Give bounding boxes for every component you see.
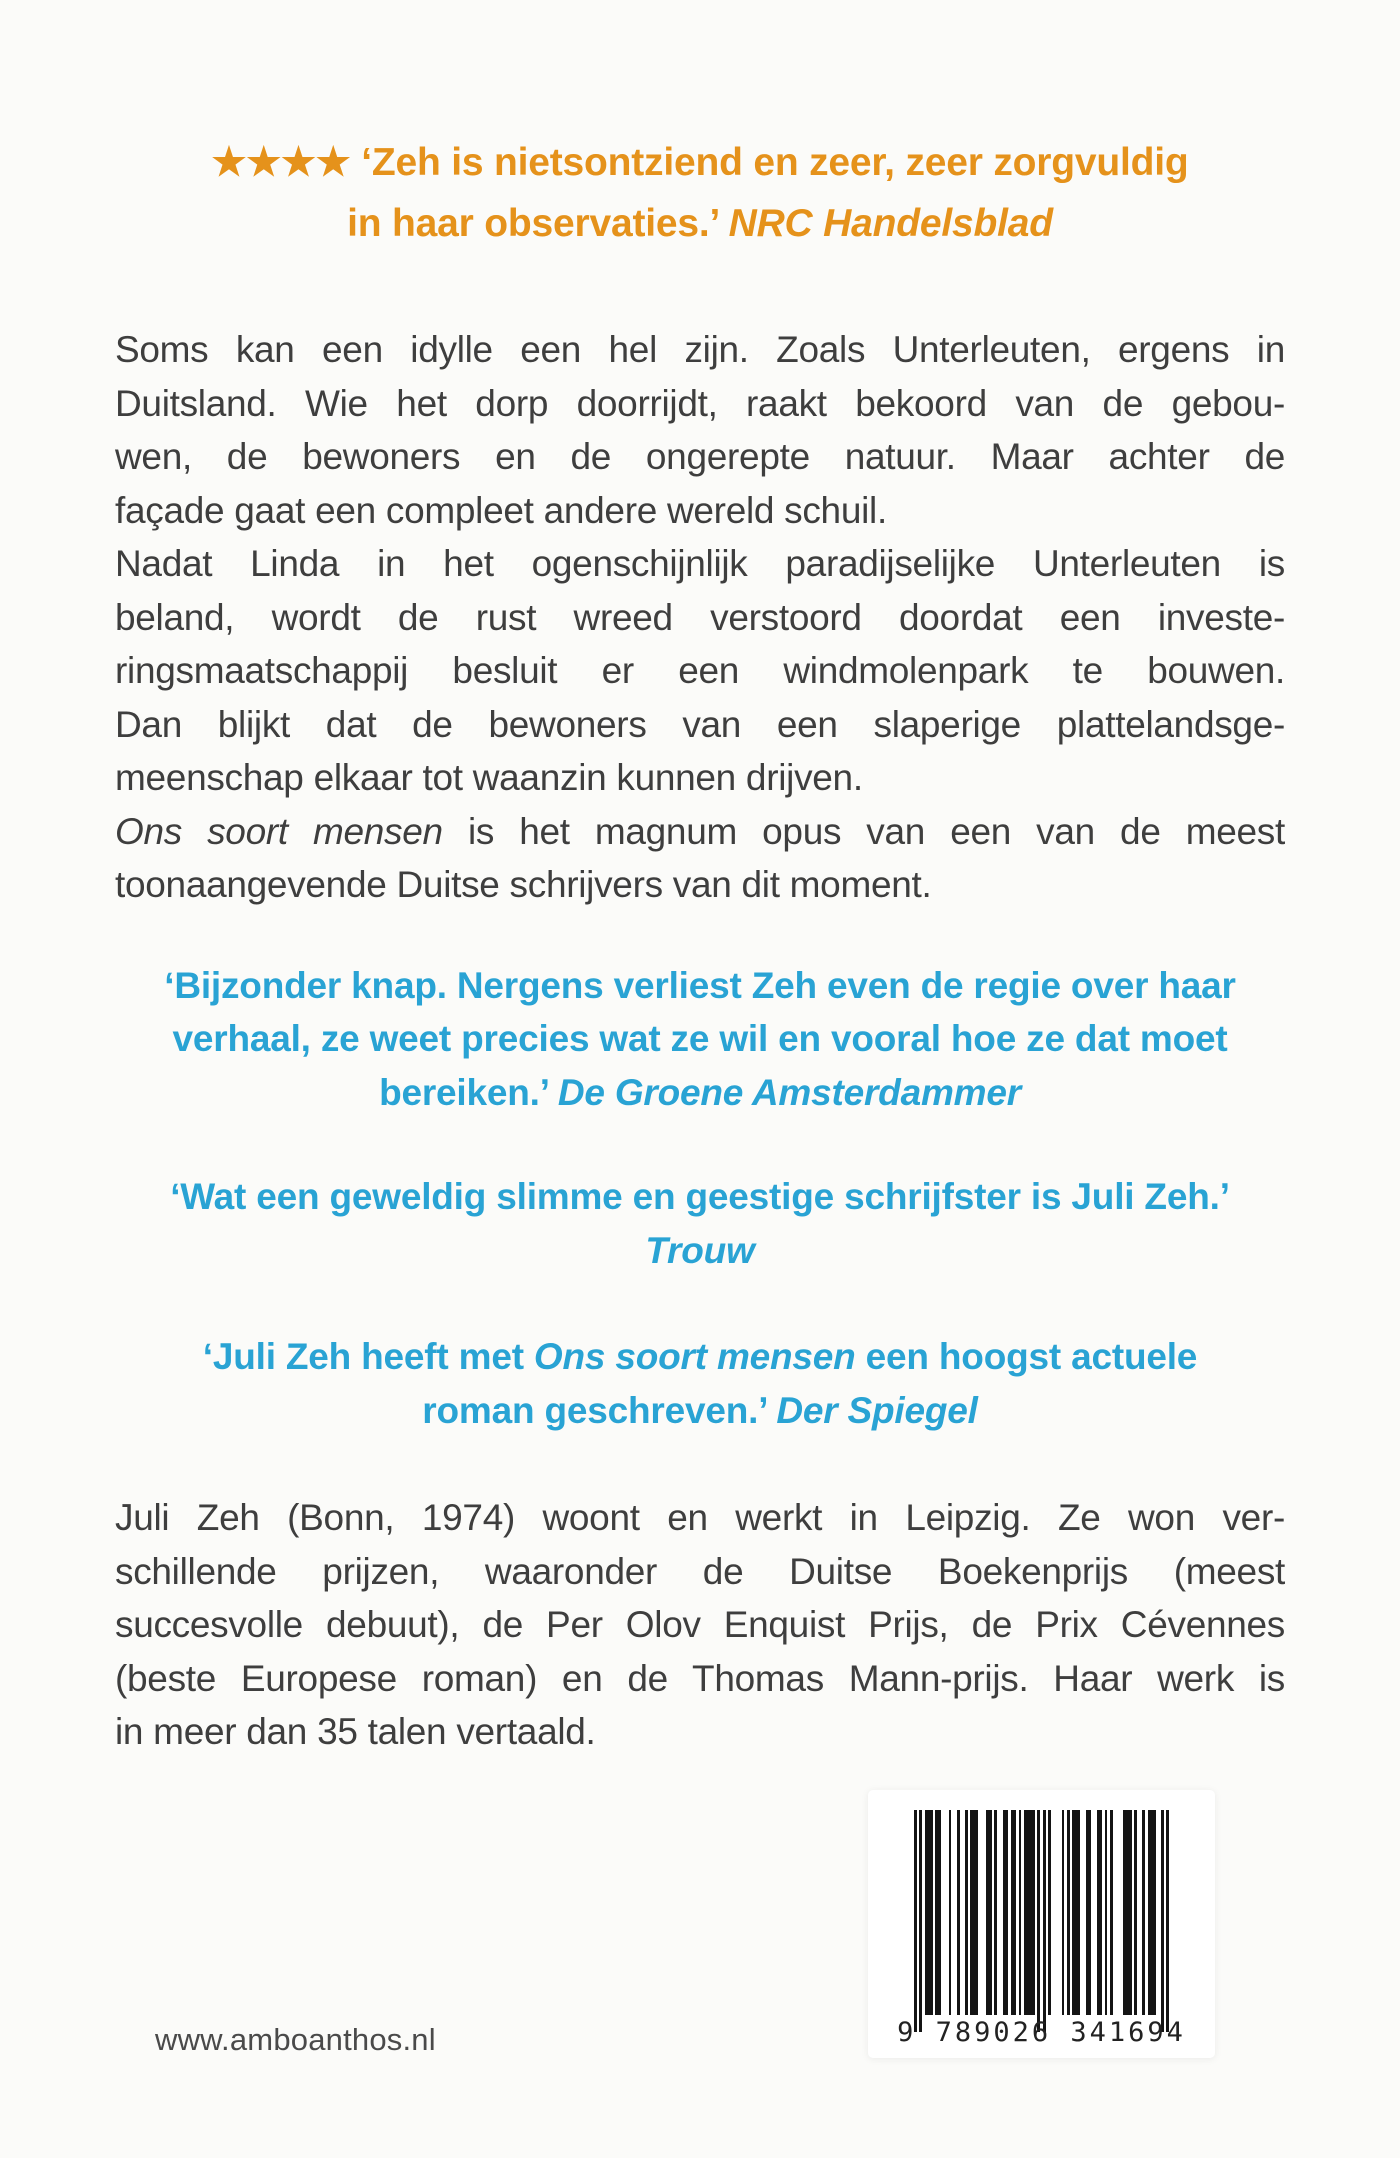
text-segment: roman geschreven.’ [422, 1389, 777, 1431]
text-line [115, 644, 1285, 698]
text-segment: Duitsland. Wie het dorp doorrijdt, raakt bekoord van de gebou- [115, 382, 1285, 424]
text-segment: (beste Europese roman) en de Thomas Mann-prijs. Haar werk is [115, 1657, 1285, 1699]
text-segment: ‘Juli Zeh heeft met [202, 1336, 534, 1377]
text-line [115, 1598, 1285, 1652]
text-line [115, 484, 1285, 538]
text-line [115, 537, 1285, 591]
text-line [115, 132, 1285, 193]
text-segment: toonaangevende Duitse schrijvers van dit moment. [115, 864, 932, 905]
text-segment: ringsmaatschappij besluit er een windmolenpark te bouwen. [115, 650, 1285, 691]
text-line [115, 959, 1285, 1013]
text-segment: succesvolle debuut), de Per Olov Enquist Prijs, de Prix Cévennes [115, 1604, 1285, 1645]
text-segment: Dan blijkt dat de bewoners van een slaperige plattelandsge- [115, 703, 1285, 745]
text-segment: Ons soort mensen [533, 1336, 856, 1377]
text-segment: NRC Handelsblad [728, 202, 1053, 245]
press-quote-der-spiegel [115, 1330, 1285, 1437]
text-line [115, 193, 1285, 254]
text-segment: in haar observaties.’ [347, 202, 729, 245]
text-segment: verhaal, ze weet precies wat ze wil en vooral hoe ze dat moet [172, 1018, 1228, 1059]
text-segment: bereiken.’ [379, 1071, 558, 1113]
text-segment: wen, de bewoners en de ongerepte natuur. Maar achter de [115, 436, 1285, 477]
text-segment: beland, wordt de rust wreed verstoord doordat een investe- [115, 596, 1285, 638]
text-line [115, 805, 1285, 859]
text-segment: schillende prijzen, waaronder de Duitse Boekenprijs (meest [115, 1550, 1285, 1592]
text-line [115, 698, 1285, 752]
publisher-url: www.amboanthos.nl [155, 2022, 436, 2057]
text-line [115, 591, 1285, 645]
barcode-panel [868, 1790, 1215, 2058]
text-line [115, 1491, 1285, 1545]
text-segment: Ons soort mensen [115, 810, 443, 852]
stars-icon: ★★★★ [211, 141, 351, 184]
text-line [115, 1652, 1285, 1706]
synopsis-text [115, 323, 1285, 912]
press-quote-groene-amsterdammer [115, 959, 1285, 1120]
text-line [115, 751, 1285, 805]
text-line [115, 1384, 1285, 1438]
barcode-bars-icon [868, 1790, 1215, 2032]
text-line [115, 1330, 1285, 1384]
text-line [115, 858, 1285, 912]
barcode-number: 9 789026 341694 [897, 2017, 1186, 2048]
press-quote-trouw [115, 1170, 1285, 1277]
text-line [115, 377, 1285, 431]
text-line [115, 1170, 1285, 1224]
text-segment: meenschap elkaar tot waanzin kunnen drijven. [115, 757, 863, 798]
text-segment: Soms kan een idylle een hel zijn. Zoals Unterleuten, ergens in [115, 329, 1285, 370]
text-segment: ‘Zeh is nietsontziend en zeer, zeer zorgvuldig [350, 141, 1189, 184]
text-line [115, 1545, 1285, 1599]
author-bio [115, 1491, 1285, 1759]
text-segment: Der Spiegel [776, 1389, 978, 1431]
text-segment: Trouw [645, 1229, 755, 1271]
press-quote-header [115, 132, 1285, 254]
text-line [115, 1705, 1285, 1759]
text-segment: een hoogst actuele [855, 1336, 1198, 1377]
text-segment: ‘Bijzonder knap. Nergens verliest Zeh even de regie over haar [164, 964, 1236, 1006]
text-segment: in meer dan 35 talen vertaald. [115, 1711, 596, 1752]
text-segment: De Groene Amsterdammer [557, 1071, 1021, 1113]
text-line [115, 1224, 1285, 1278]
text-segment: Juli Zeh (Bonn, 1974) woont en werkt in Leipzig. Ze won ver- [115, 1497, 1285, 1538]
text-line [115, 1012, 1285, 1066]
text-segment: is het magnum opus van een van de meest [442, 810, 1285, 852]
text-line [115, 1066, 1285, 1120]
text-segment: Nadat Linda in het ogenschijnlijk paradijselijke Unterleuten is [115, 543, 1285, 584]
text-segment: façade gaat een compleet andere wereld schuil. [115, 489, 887, 531]
text-segment: ‘Wat een geweldig slimme en geestige schrijfster is Juli Zeh.’ [170, 1176, 1230, 1217]
text-line [115, 323, 1285, 377]
text-line [115, 430, 1285, 484]
